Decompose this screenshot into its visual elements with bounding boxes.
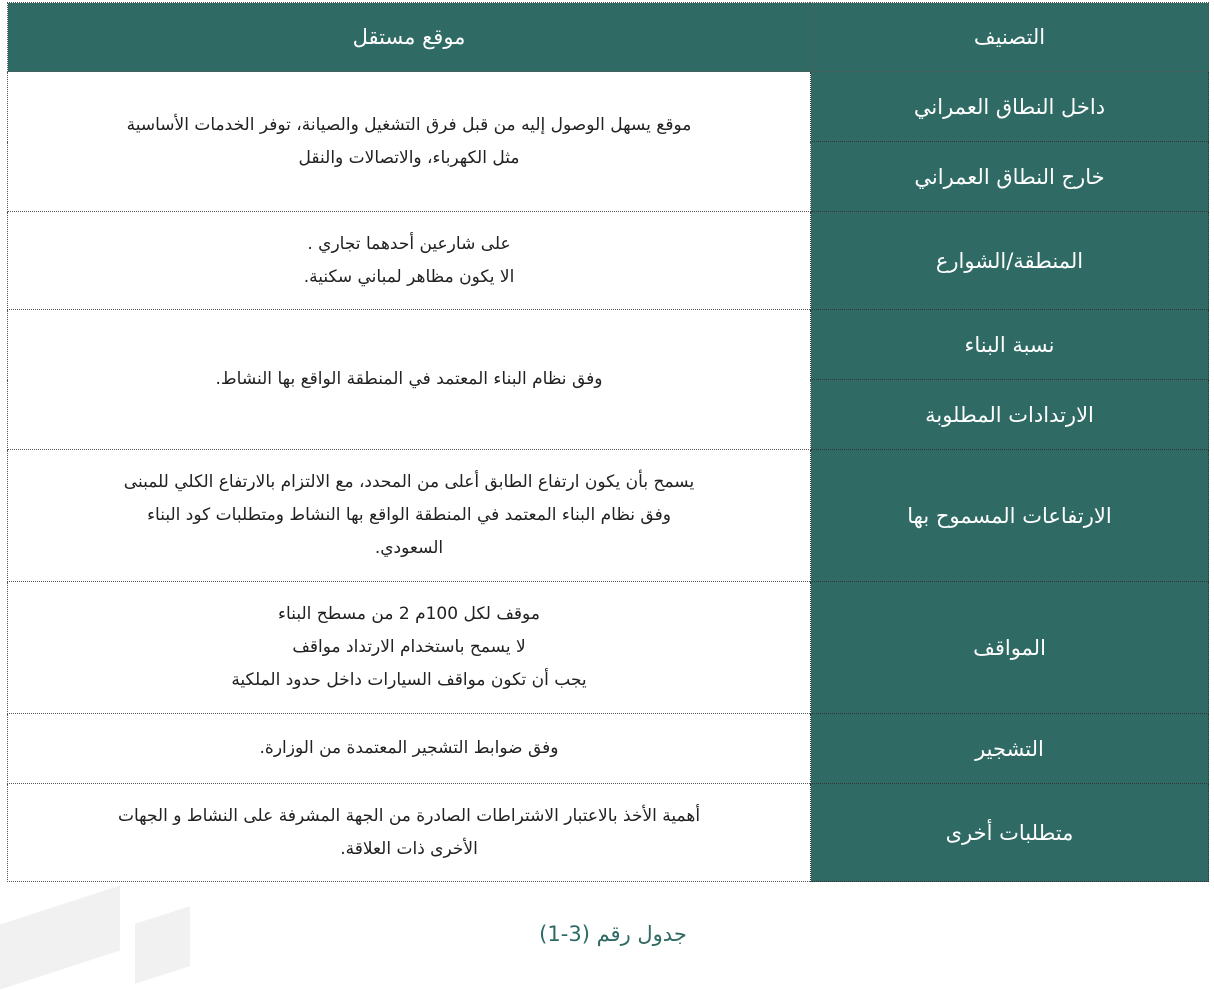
value-line: لا يسمح باستخدام الارتداد مواقف	[292, 637, 526, 657]
table-row	[8, 450, 1209, 582]
value-line: يسمح بأن يكون ارتفاع الطابق أعلى من المحدد، مع الالتزام بالارتفاع الكلي للمبنى	[123, 472, 695, 492]
table-row	[8, 310, 1209, 380]
spec-table	[7, 2, 1209, 882]
value-line: الا يكون مظاهر لمباني سكنية.	[303, 266, 515, 287]
value-line: وفق ضوابط التشجير المعتمدة من الوزارة.	[259, 738, 559, 758]
category-cell: الارتدادات المطلوبة	[811, 380, 1209, 450]
value-line: أهمية الأخذ بالاعتبار الاشتراطات الصادرة من الجهة المشرفة على النشاط و الجهات	[117, 805, 701, 826]
value-line: السعودي.	[374, 538, 444, 558]
table-row	[8, 714, 1209, 784]
value-line: وفق نظام البناء المعتمد في المنطقة الواقع بها النشاط.	[215, 369, 603, 389]
category-cell: التشجير	[811, 714, 1209, 784]
header-value: موقع مستقل	[8, 3, 811, 72]
table-row	[8, 212, 1209, 310]
table-row	[8, 784, 1209, 882]
value-cell	[8, 714, 811, 784]
value-cell	[8, 310, 811, 450]
category-cell: المنطقة/الشوارع	[811, 212, 1209, 310]
category-cell: نسبة البناء	[811, 310, 1209, 380]
value-line: الأخرى ذات العلاقة.	[340, 838, 478, 859]
table-caption: جدول رقم (3-1)	[539, 922, 687, 946]
value-line: يجب أن تكون مواقف السيارات داخل حدود الملكية	[231, 670, 587, 690]
value-line: وفق نظام البناء المعتمد في المنطقة الواقع بها النشاط ومتطلبات كود البناء	[147, 505, 671, 525]
value-cell	[8, 582, 811, 714]
value-cell	[8, 72, 811, 212]
category-cell: خارج النطاق العمراني	[811, 142, 1209, 212]
value-cell	[8, 212, 811, 310]
category-cell: المواقف	[811, 582, 1209, 714]
category-cell: متطلبات أخرى	[811, 784, 1209, 882]
header-category: التصنيف	[811, 3, 1209, 72]
value-line: مثل الكهرباء، والاتصالات والنقل	[298, 147, 520, 168]
table-row	[8, 582, 1209, 714]
value-line: موقف لكل 100م 2 من مسطح البناء	[278, 604, 540, 624]
value-cell	[8, 450, 811, 582]
value-cell	[8, 784, 811, 882]
table-header-row	[8, 3, 1209, 72]
value-line: موقع يسهل الوصول إليه من قبل فرق التشغيل والصيانة، توفر الخدمات الأساسية	[126, 114, 692, 135]
table-row	[8, 72, 1209, 142]
value-line: على شارعين أحدهما تجاري .	[307, 233, 511, 254]
category-cell: الارتفاعات المسموح بها	[811, 450, 1209, 582]
category-cell: داخل النطاق العمراني	[811, 72, 1209, 142]
